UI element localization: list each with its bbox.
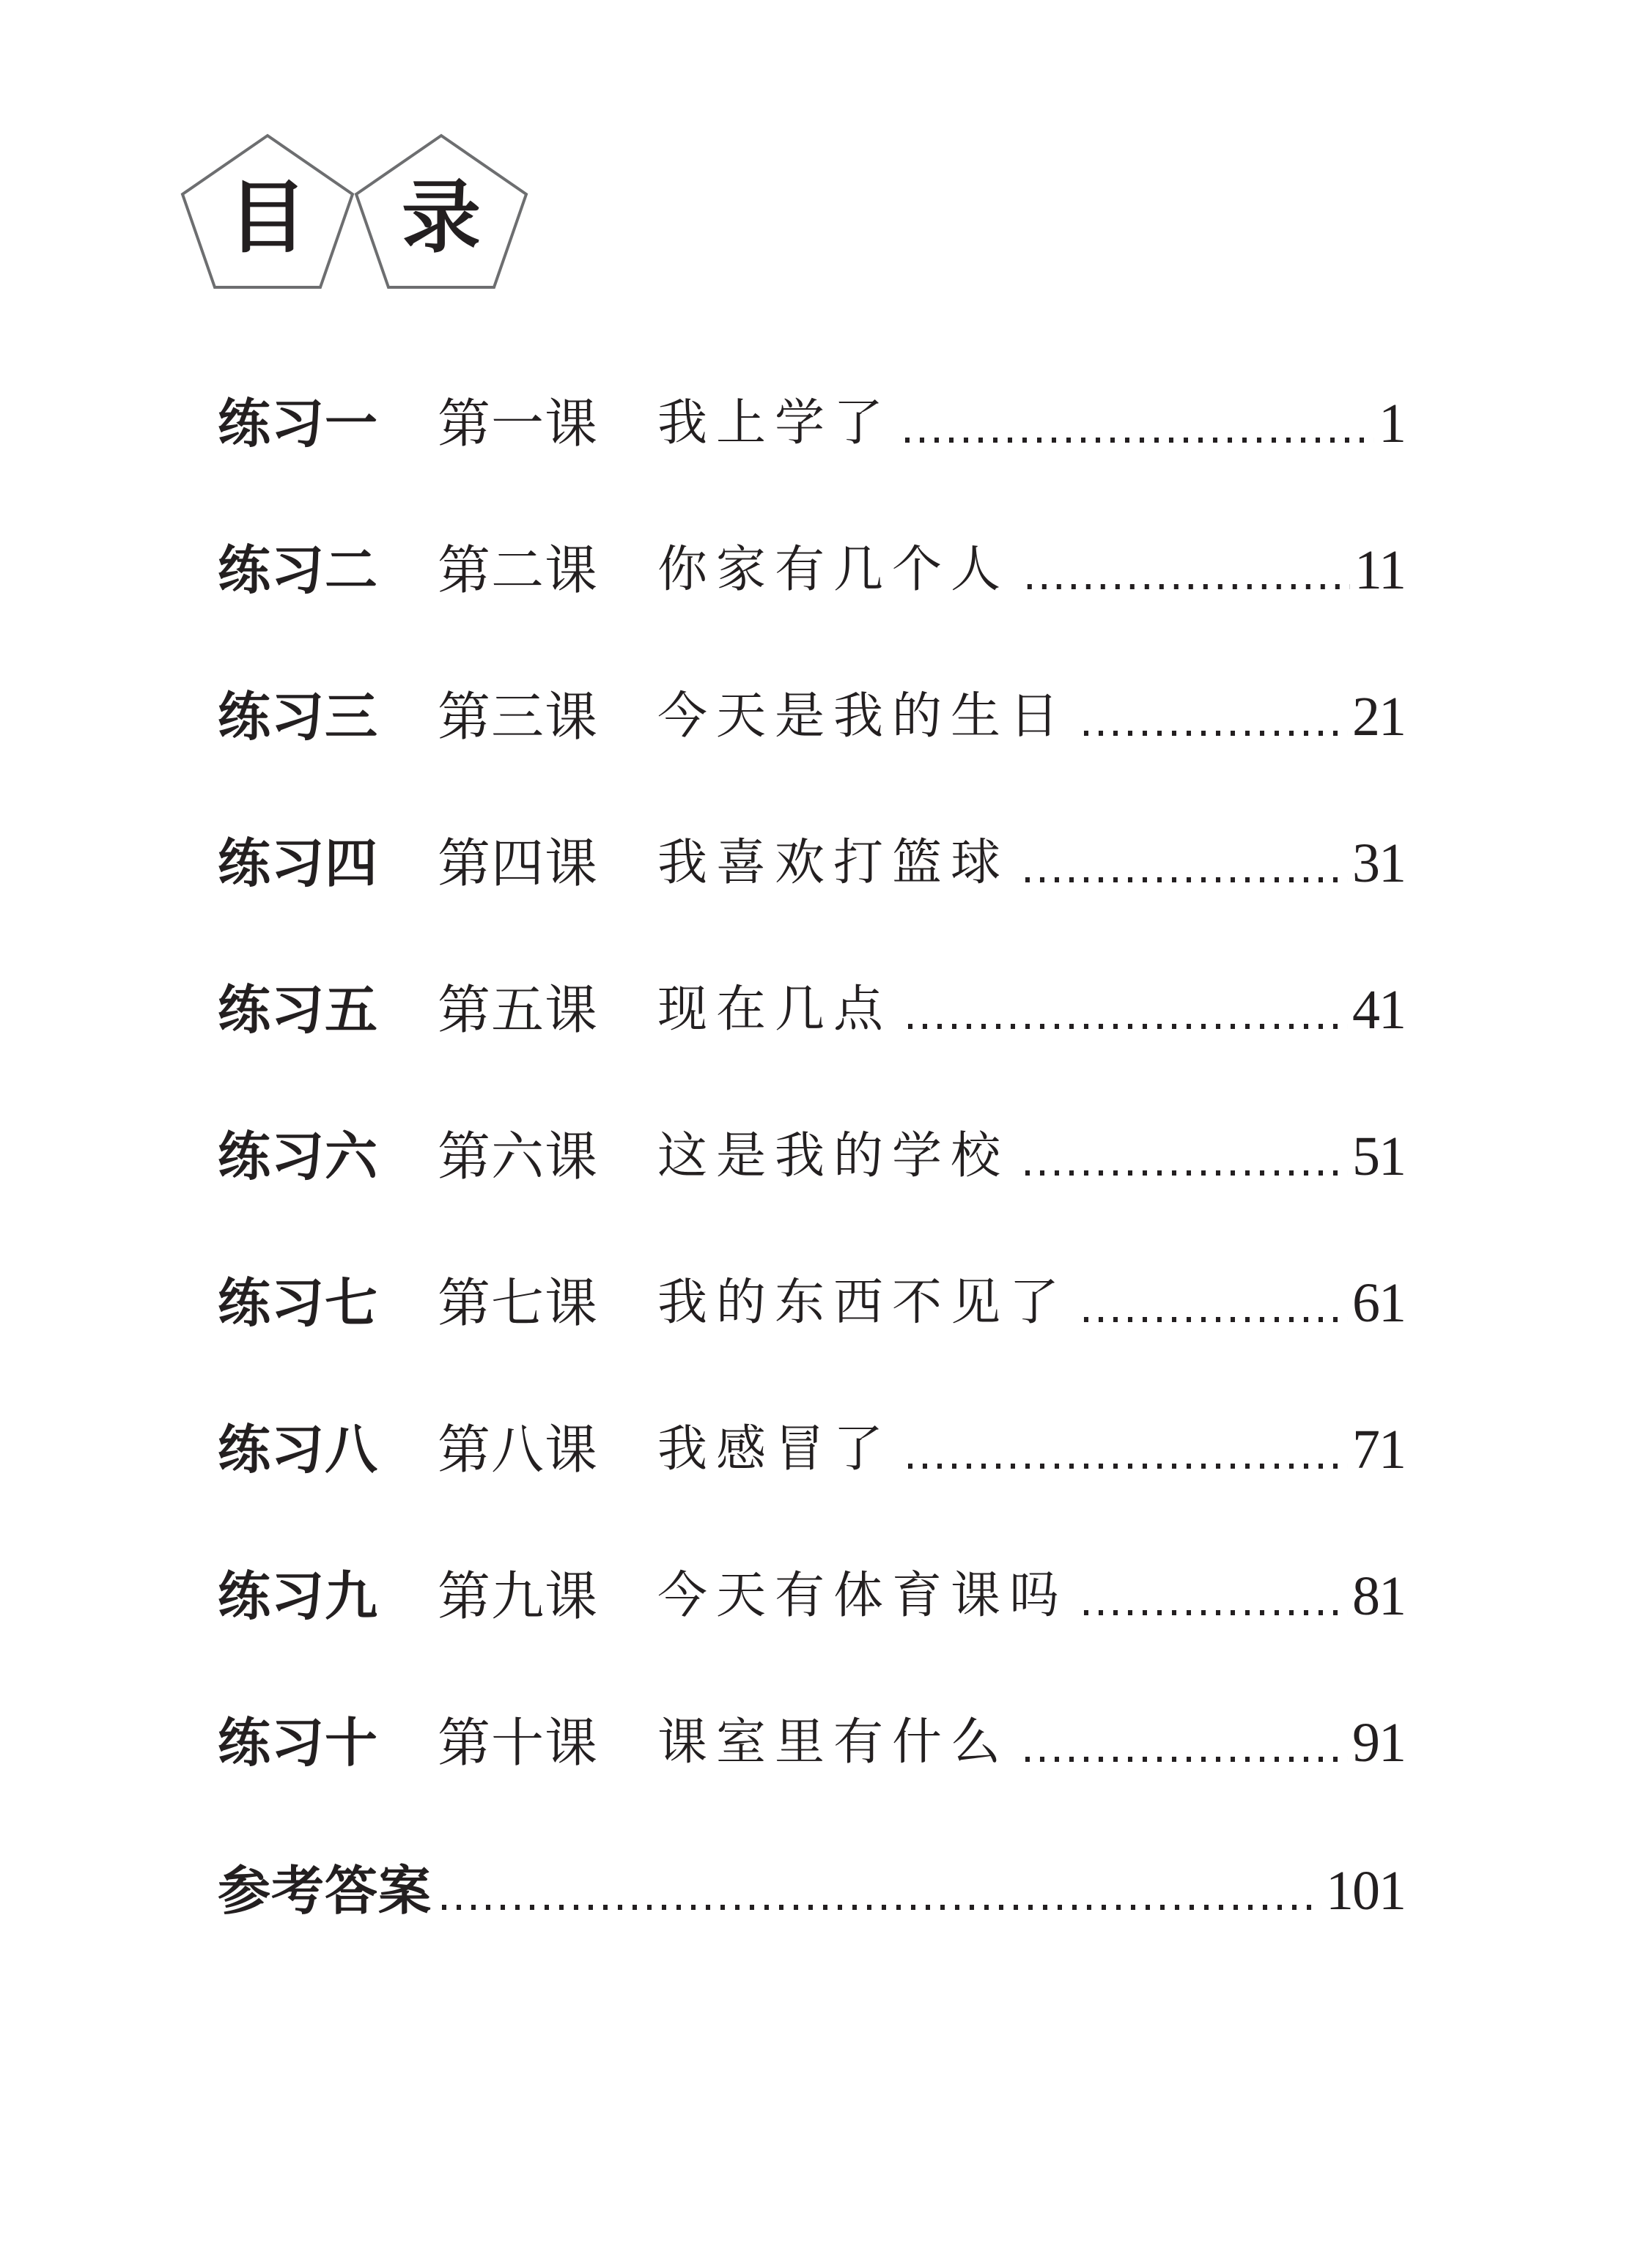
page-number: 21 [1352,686,1405,748]
lesson-label: 第六课 [438,1126,599,1187]
toc-entry[interactable] [218,387,1405,453]
page-number: 81 [1352,1565,1405,1627]
lesson-label: 第五课 [438,979,599,1041]
toc-entry[interactable] [218,680,1405,746]
dot-leader [1019,834,1348,893]
lesson-title: 今天是我的生日 [657,687,1069,745]
lesson-title: 这是我的学校 [657,1127,1010,1185]
lesson-label: 第九课 [438,1565,599,1627]
toc-entry[interactable] [218,973,1405,1039]
lesson-label: 第三课 [438,686,599,748]
exercise-label: 练习八 [218,1419,379,1480]
dot-leader [1078,1274,1348,1332]
exercise-label: 练习十 [218,1712,379,1774]
exercise-label: 练习二 [218,539,379,601]
page-number: 31 [1352,833,1405,894]
lesson-title: 你家有几个人 [657,541,1010,599]
page-number: 41 [1352,979,1405,1041]
heading-char-lu: 录 [401,172,481,264]
lesson-title: 现在几点 [657,981,893,1038]
toc-heading [0,0,557,308]
lesson-title: 课室里有什么 [657,1713,1010,1771]
exercise-label: 练习七 [218,1272,379,1334]
dot-leader [902,981,1348,1039]
page-number: 61 [1352,1272,1405,1334]
exercise-label: 练习三 [218,686,379,748]
dot-leader [1019,541,1350,599]
exercise-label: 练习一 [218,393,379,454]
exercise-label: 练习六 [218,1126,379,1187]
dot-leader [902,1420,1348,1479]
lesson-label: 第八课 [438,1419,599,1480]
toc-entry[interactable] [218,827,1405,893]
dot-leader [1078,687,1348,746]
toc-entry[interactable] [218,1266,1405,1332]
exercise-label: 练习五 [218,979,379,1041]
page-number: 91 [1352,1712,1405,1774]
toc-entry[interactable] [218,534,1405,599]
page-number: 71 [1352,1419,1405,1480]
lesson-label: 第七课 [438,1272,599,1334]
lesson-title: 我上学了 [657,394,893,452]
toc-entry-answers[interactable] [218,1854,1405,1920]
dot-leader [436,1862,1321,1920]
page-number: 101 [1326,1860,1405,1922]
dot-leader [1078,1567,1348,1626]
toc-entry[interactable] [218,1706,1405,1772]
lesson-title: 今天有体育课吗 [657,1567,1069,1625]
page-number: 51 [1352,1126,1405,1187]
toc-entry[interactable] [218,1413,1405,1479]
page-number: 1 [1379,393,1405,454]
exercise-label: 练习九 [218,1565,379,1627]
exercise-label: 练习四 [218,833,379,894]
lesson-label: 第四课 [438,833,599,894]
answers-label: 参考答案 [218,1860,432,1922]
heading-char-mu: 目 [227,172,307,264]
toc-entry[interactable] [218,1560,1405,1626]
lesson-label: 第一课 [438,393,599,454]
dot-leader [1019,1127,1348,1186]
toc-entry[interactable] [218,1120,1405,1186]
dot-leader [1019,1713,1348,1772]
lesson-label: 第十课 [438,1712,599,1774]
lesson-title: 我感冒了 [657,1420,893,1478]
page-number: 11 [1354,539,1405,601]
lesson-label: 第二课 [438,539,599,601]
lesson-title: 我喜欢打篮球 [657,834,1010,892]
dot-leader [902,394,1374,453]
lesson-title: 我的东西不见了 [657,1274,1069,1332]
